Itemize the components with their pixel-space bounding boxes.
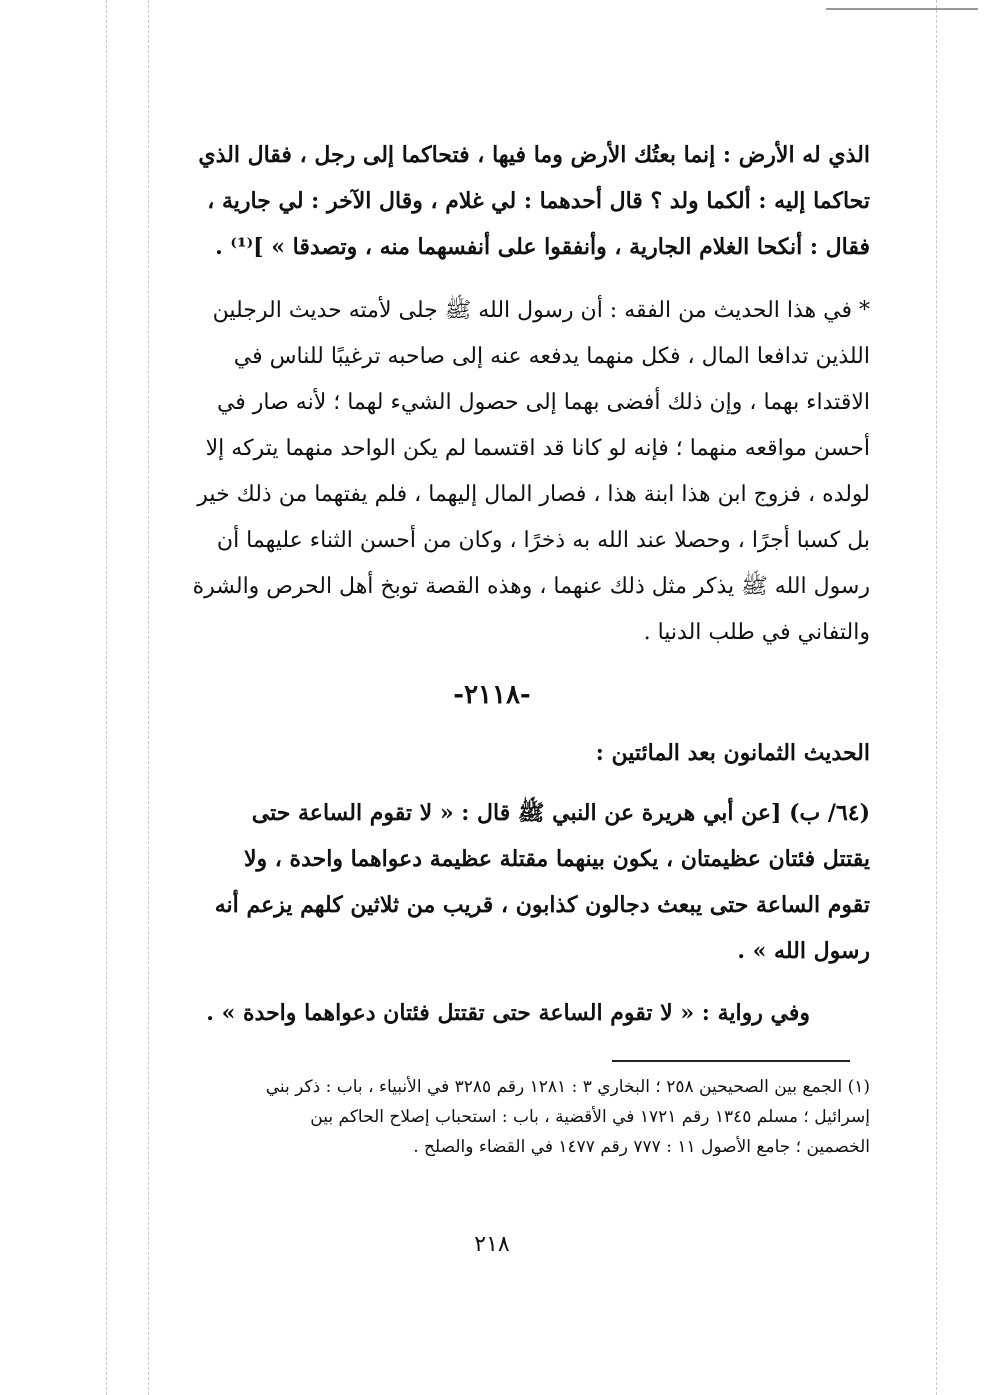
text-line: الاقتداء بهما ، وإن ذلك أفضى بهما إلى حصول الشيء لهما ؛ لأنه صار في [216, 390, 870, 415]
text-line: (٦٤/ ب) [عن أبي هريرة عن النبي ﷺ قال : « لا تقوم الساعة حتى [251, 800, 870, 826]
paragraph-hadith-text [130, 790, 870, 974]
text-line: لولده ، فزوج ابن هذا ابنة هذا ، فصار المال إليهما ، فلم يفتهما من ذلك خير [197, 482, 870, 507]
footnote-separator [612, 1060, 850, 1062]
text-line: فقال : أنكحا الغلام الجارية ، وأنفقوا على أنفسهما منه ، وتصدقا » ]⁽¹⁾ . [215, 234, 870, 260]
text-line: رسول الله » . [737, 938, 870, 964]
text-line: اللذين تدافعا المال ، فكل منهما يدفعه عنه إلى صاحبه ترغيبًا للناس في [233, 344, 870, 369]
hadith-heading: الحديث الثمانون بعد المائتين : [595, 740, 870, 766]
footnotes [130, 1072, 870, 1162]
footnote-line: إسرائيل ؛ مسلم ١٣٤٥ رقم ١٧٢١ في الأقضية ، باب : استحباب إصلاح الحاكم بين [310, 1107, 870, 1127]
text-line: وفي رواية : « لا تقوم الساعة حتى تقتتل فئتان دعواهما واحدة » . [206, 1000, 810, 1026]
text-line: الذي له الأرض : إنما بعتُك الأرض وما فيها ، فتحاكما إلى رجل ، فقال الذي [198, 142, 870, 168]
footnote-line: الخصمين ؛ جامع الأصول ١١ : ٧٧٧ رقم ١٤٧٧ في القضاء والصلح . [413, 1137, 870, 1157]
text-line: أحسن مواقعه منهما ؛ فإنه لو كانا قد اقتسما لم يكن الواحد منهما يتركه إلا [205, 436, 870, 461]
paragraph-hadith-continuation [130, 132, 870, 270]
text-line: بل كسبا أجرًا ، وحصلا عند الله به ذخرًا ، وكان من أحسن الثناء عليهما أن [216, 528, 870, 553]
text-line: رسول الله ﷺ يذكر مثل ذلك عنهما ، وهذه القصة توبخ أهل الحرص والشرة [192, 574, 870, 599]
paragraph-riwaya [130, 990, 810, 1036]
paragraph-commentary [130, 288, 870, 656]
top-edge-rule [826, 8, 978, 10]
hadith-number: -٢١١٨- [453, 680, 531, 710]
text-line: تحاكما إليه : ألكما ولد ؟ قال أحدهما : لي غلام ، وقال الآخر : لي جارية ، [207, 188, 870, 214]
text-line: يقتتل فئتان عظيمتان ، يكون بينهما مقتلة عظيمة دعواهما واحدة ، ولا [243, 846, 870, 872]
text-line: * في هذا الحديث من الفقه : أن رسول الله ﷺ جلى لأمته حديث الرجلين [212, 298, 870, 323]
text-line: تقوم الساعة حتى يبعث دجالون كذابون ، قريب من ثلاثين كلهم يزعم أنه [214, 892, 870, 918]
text-line: والتفاني في طلب الدنيا . [643, 620, 870, 645]
page-number: ٢١٨ [474, 1232, 510, 1257]
footnote-line: (١) الجمع بين الصحيحين ٢٥٨ ؛ البخاري ٣ : ١٢٨١ رقم ٣٢٨٥ في الأنبياء ، باب : ذكر بني [265, 1077, 870, 1097]
